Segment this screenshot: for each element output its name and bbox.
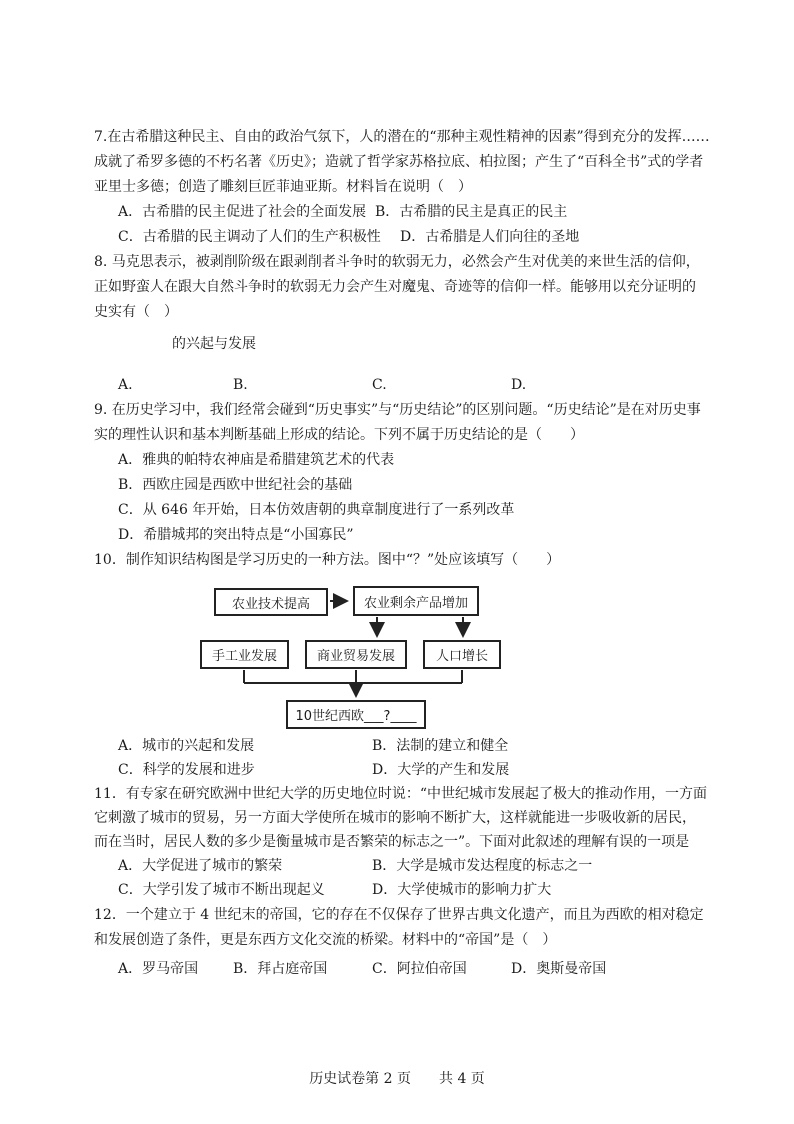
q12-stem-line1: 12．一个建立于 4 世纪末的帝国，它的存在不仅保存了世界古典文化遗产，而且为西欧的相对稳定 [94,907,704,923]
q11-option-b: B．大学是城市发达程度的标志之一 [372,858,593,874]
q7-option-a: A．古希腊的民主促进了社会的全面发展 [118,204,367,220]
q12-stem-line2: 和发展创造了条件，更是东西方文化交流的桥梁。材料中的“帝国”是（ ） [94,932,557,948]
q7-stem-line1: 7.在古希腊这种民主、自由的政治气氛下，人的潜在的“那种主观性精神的因素”得到充分的发挥…… [94,129,710,145]
q7-option-d: D．古希腊是人们向往的圣地 [400,229,580,245]
q9-option-c: C．从 646 年开始，日本仿效唐朝的典章制度进行了一系列改革 [118,502,515,518]
q11-option-c: C．大学引发了城市不断出现起义 [118,882,325,898]
q8-option-c: C. [372,377,387,393]
box-commerce-trade: 商业贸易发展 [305,640,407,669]
q8-stem-line1: 8. 马克思表示，被剥削阶级在跟剥削者斗争时的软弱无力，必然会产生对优美的来世生活的信仰， [94,254,700,270]
q9-stem-line1: 9. 在历史学习中，我们经常会碰到“历史事实”与“历史结论”的区别问题。“历史结论”是在对历史事 [94,402,701,418]
q8-option-a: A. [118,377,133,393]
q12-option-d: D．奥斯曼帝国 [511,961,607,977]
q7-stem-line3: 亚里士多德；创造了雕刻巨匠菲迪亚斯。材料旨在说明（ ） [94,179,472,195]
q9-option-b: B．西欧庄园是西欧中世纪社会的基础 [118,477,353,493]
box-result-question: 10世纪西欧___?____ [286,700,426,729]
q9-option-d: D．希腊城邦的突出特点是“小国寡民” [118,527,354,543]
q7-option-c: C．古希腊的民主调动了人们的生产积极性 [118,229,381,245]
q7-stem-line2: 成就了希罗多德的不朽名著《历史》；造就了哲学家苏格拉底、柏拉图；产生了“百科全书”式的学者 [94,154,704,170]
q12-option-b: B．拜占庭帝国 [233,961,328,977]
q10-option-c: C．科学的发展和进步 [118,762,255,778]
q9-option-a: A．雅典的帕特农神庙是希腊建筑艺术的代表 [118,452,395,468]
q11-stem-line1: 11．有专家在研究欧洲中世纪大学的历史地位时说：“中世纪城市发展起了极大的推动作用，一方面 [94,786,707,802]
q10-stem-line1: 10．制作知识结构图是学习历史的一种方法。图中“？”处应该填写（ ） [94,552,561,568]
knowledge-structure-diagram [196,584,512,732]
box-agri-surplus: 农业剩余产品增加 [353,586,479,616]
q9-stem-line2: 实的理性认识和基本判断基础上形成的结论。下列不属于历史结论的是（ ） [94,427,584,443]
box-handicraft: 手工业发展 [200,640,289,669]
q8-stem-line2: 正如野蛮人在跟大自然斗争时的软弱无力会产生对魔鬼、奇迹等的信仰一样。能够用以充分证明的 [94,279,696,295]
q12-option-c: C．阿拉伯帝国 [372,961,467,977]
q8-option-d: D. [511,377,527,393]
q10-option-d: D．大学的产生和发展 [372,762,510,778]
q7-option-b: B．古希腊的民主是真正的民主 [375,204,568,220]
q10-option-a: A．城市的兴起和发展 [118,738,255,754]
q11-option-a: A．大学促进了城市的繁荣 [118,858,283,874]
box-population: 人口增长 [423,640,501,669]
q11-stem-line2: 它刺激了城市的贸易，另一方面大学使所在城市的影响不断扩大，这样就能进一步吸收新的居民， [94,810,696,826]
page-footer: 历史试卷第 2 页 共 4 页 [309,1071,485,1087]
q8-text-fragment: 的兴起与发展 [172,336,256,352]
q11-option-d: D．大学使城市的影响力扩大 [372,882,552,898]
q10-option-b: B．法制的建立和健全 [372,738,509,754]
q8-option-b: B. [233,377,248,393]
q8-stem-line3: 史实有（ ） [94,304,178,320]
q11-stem-line3: 而在当时，居民人数的多少是衡量城市是否繁荣的标志之一”。下面对此叙述的理解有误的一项是 [94,834,690,850]
q12-option-a: A．罗马帝国 [118,961,199,977]
box-agri-tech: 农业技术提高 [214,588,328,616]
